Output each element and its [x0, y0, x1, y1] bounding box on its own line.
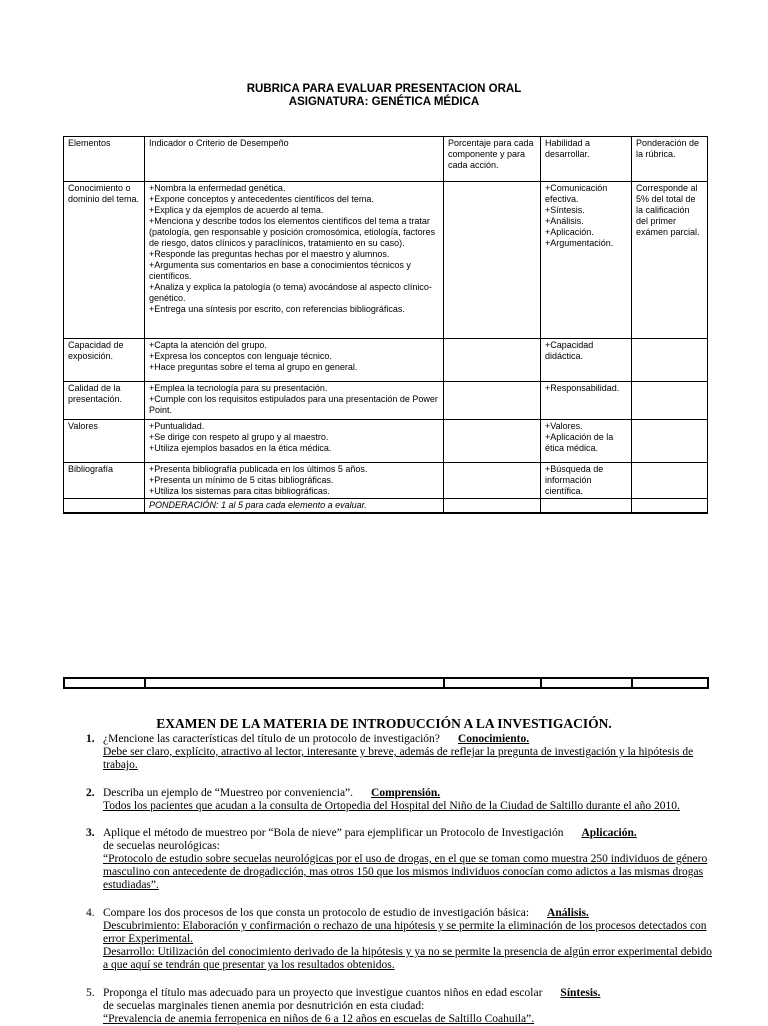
skill-item: +Aplicación de la ética médica. — [545, 432, 614, 453]
question-category: Síntesis. — [560, 987, 601, 999]
question-category: Análisis. — [547, 907, 589, 919]
question-5 — [86, 987, 716, 1026]
indicator-item: +Presenta bibliografía publicada en los últimos 5 años. — [149, 464, 368, 474]
header-cell: Elementos — [64, 137, 145, 182]
indicator-item: +Nombra la enfermedad genética. — [149, 183, 286, 193]
indicator-item: +Expone conceptos y antecedentes científicos del tema. — [149, 194, 374, 204]
weighting-cell — [632, 463, 708, 499]
skill-cell — [541, 463, 632, 499]
empty-table-strip — [63, 677, 709, 689]
skill-item: +Responsabilidad. — [545, 383, 620, 393]
rubric-title: RUBRICA PARA EVALUAR PRESENTACION ORAL — [246, 83, 522, 95]
question-answer: Debe ser claro, explícito, atractivo al lector, interesante y breve, además de reflejar la pregunta de investigación y la hipótesis de trabajo. — [103, 746, 694, 771]
header-cell: Habilidad a desarrollar. — [541, 137, 632, 182]
skill-cell — [541, 382, 632, 420]
exam-title: EXAMEN DE LA MATERIA DE INTRODUCCIÓN A LA INVESTIGACIÓN. — [156, 716, 612, 731]
percentage-cell — [444, 463, 541, 499]
skill-item: +Capacidad didáctica. — [545, 340, 594, 361]
indicator-item: +Expresa los conceptos con lenguaje técnico. — [149, 351, 332, 361]
weighting-cell — [632, 339, 708, 382]
table-row — [64, 339, 708, 382]
percentage-cell — [444, 339, 541, 382]
weighting-cell — [632, 420, 708, 463]
question-2 — [86, 787, 716, 813]
indicator-item: +Puntualidad. — [149, 421, 205, 431]
percentage-cell — [444, 182, 541, 339]
question-4 — [86, 907, 716, 972]
indicator-item: +Utiliza los sistemas para citas bibliográficas. — [149, 486, 330, 496]
skill-item: +Comunicación efectiva. — [545, 183, 608, 204]
skill-item: +Argumentación. — [545, 238, 614, 248]
question-number: 1. — [86, 733, 95, 745]
header-cell: Ponderación de la rúbrica. — [632, 137, 708, 182]
ponderacion-note: PONDERACIÓN: 1 al 5 para cada elemento a evaluar. — [145, 499, 444, 514]
skill-cell — [541, 339, 632, 382]
weighting-cell — [632, 382, 708, 420]
indicator-cell — [145, 382, 444, 420]
ponderacion-row — [64, 499, 708, 514]
indicator-item: +Presenta un mínimo de 5 citas bibliográficas. — [149, 475, 334, 485]
element-cell: Calidad de la presentación. — [64, 382, 145, 420]
table-row — [64, 420, 708, 463]
question-category: Aplicación. — [581, 827, 637, 839]
table-row — [64, 182, 708, 339]
indicator-item: +Hace preguntas sobre el tema al grupo en general. — [149, 362, 358, 372]
indicator-cell — [145, 463, 444, 499]
question-answer: Descubrimiento: Elaboración y confirmación o rechazo de una hipótesis y se permite la eliminación de los procesos detectados con error Experimental. — [103, 920, 707, 945]
indicator-item: +Se dirige con respeto al grupo y al maestro. — [149, 432, 329, 442]
percentage-cell — [444, 382, 541, 420]
question-answer: “Prevalencia de anemia ferropenica en niños de 6 a 12 años en escuelas de Saltillo Coahuila”. — [103, 1013, 535, 1025]
indicator-item: +Emplea la tecnología para su presentación. — [149, 383, 328, 393]
indicator-cell — [145, 420, 444, 463]
question-answer: Todos los pacientes que acudan a la consulta de Ortopedia del Hospital del Niño de la Ciudad de Saltillo durante el año 2010. — [103, 800, 680, 812]
element-cell: Bibliografía — [64, 463, 145, 499]
question-number: 2. — [86, 787, 95, 799]
indicator-item: +Menciona y describe todos los elementos científicos del tema a tratar (patología, gen responsable y posición cromosómica, etiología, factores de riesgo, datos clínicos y paraclínicos, tratamiento en su caso). — [149, 216, 436, 248]
indicator-item: +Capta la atención del grupo. — [149, 340, 267, 350]
question-text: Aplique el método de muestreo por “Bola de nieve” para ejemplificar un Protocolo de Investigación — [103, 827, 564, 839]
question-text-continued: de secuelas neurológicas: — [103, 840, 220, 852]
rubric-header-row — [64, 137, 708, 182]
skill-cell — [541, 182, 632, 339]
skill-item: +Aplicación. — [545, 227, 594, 237]
indicator-item: +Explica y da ejemplos de acuerdo al tema. — [149, 205, 324, 215]
question-3 — [86, 827, 716, 892]
question-number: 5. — [86, 987, 95, 999]
question-number: 4. — [86, 907, 95, 919]
table-row — [64, 463, 708, 499]
indicator-item: +Cumple con los requisitos estipulados para una presentación de Power Point. — [149, 394, 438, 415]
indicator-item: +Responde las preguntas hechas por el maestro y alumnos. — [149, 249, 390, 259]
question-text: ¿Mencione las características del título de un protocolo de investigación? — [103, 733, 440, 745]
skill-cell — [541, 420, 632, 463]
rubric-table — [63, 136, 708, 514]
question-number: 3. — [86, 827, 95, 839]
skill-item: +Valores. — [545, 421, 583, 431]
question-text: Compare los dos procesos de los que consta un protocolo de estudio de investigación básica: — [103, 907, 530, 919]
question-category: Conocimiento. — [457, 733, 530, 745]
indicator-cell — [145, 182, 444, 339]
question-text-continued: de secuelas marginales tienen anemia por desnutrición en esta ciudad: — [103, 1000, 425, 1012]
skill-item: +Síntesis. — [545, 205, 585, 215]
rubric-subject: ASIGNATURA: GENÉTICA MÉDICA — [288, 96, 480, 108]
skill-item: +Búsqueda de información científica. — [545, 464, 604, 496]
question-1 — [86, 733, 716, 772]
indicator-item: +Analiza y explica la patología (o tema) avocándose al aspecto clínico-genético. — [149, 282, 432, 303]
weighting-cell: Corresponde al 5% del total de la calificación del primer exámen parcial. — [632, 182, 708, 339]
percentage-cell — [444, 420, 541, 463]
table-row — [64, 382, 708, 420]
element-cell: Capacidad de exposición. — [64, 339, 145, 382]
question-category: Comprensión. — [371, 787, 441, 799]
question-answer-continued: Desarrollo: Utilización del conocimiento derivado de la hipótesis y ya no se permite la presencia de algún error experimental debido a que aquí se tendrán que presentar ya los resultados obtenidos. — [103, 946, 712, 971]
header-cell: Indicador o Criterio de Desempeño — [145, 137, 444, 182]
indicator-cell — [145, 339, 444, 382]
question-text: Proponga el título mas adecuado para un proyecto que investigue cuantos niños en edad escolar — [103, 987, 543, 999]
indicator-item: +Argumenta sus comentarios en base a conocimientos técnicos y científicos. — [149, 260, 411, 281]
question-text: Describa un ejemplo de “Muestreo por conveniencia”. — [103, 787, 354, 799]
indicator-item: +Utiliza ejemplos basados en la ética médica. — [149, 443, 332, 453]
element-cell: Valores — [64, 420, 145, 463]
question-answer: “Protocolo de estudio sobre secuelas neurológicas por el uso de drogas, en el que se toman como muestra 250 individuos de género masculino con antecedente de drogadicción, mas otros 150 que los mismos individuos conocían como adictos a las mismas drogas estudiadas”. — [103, 853, 708, 891]
skill-item: +Análisis. — [545, 216, 584, 226]
header-cell: Porcentaje para cada componente y para cada acción. — [444, 137, 541, 182]
element-cell: Conocimiento o dominio del tema. — [64, 182, 145, 339]
indicator-item: +Entrega una síntesis por escrito, con referencias bibliográficas. — [149, 304, 405, 314]
